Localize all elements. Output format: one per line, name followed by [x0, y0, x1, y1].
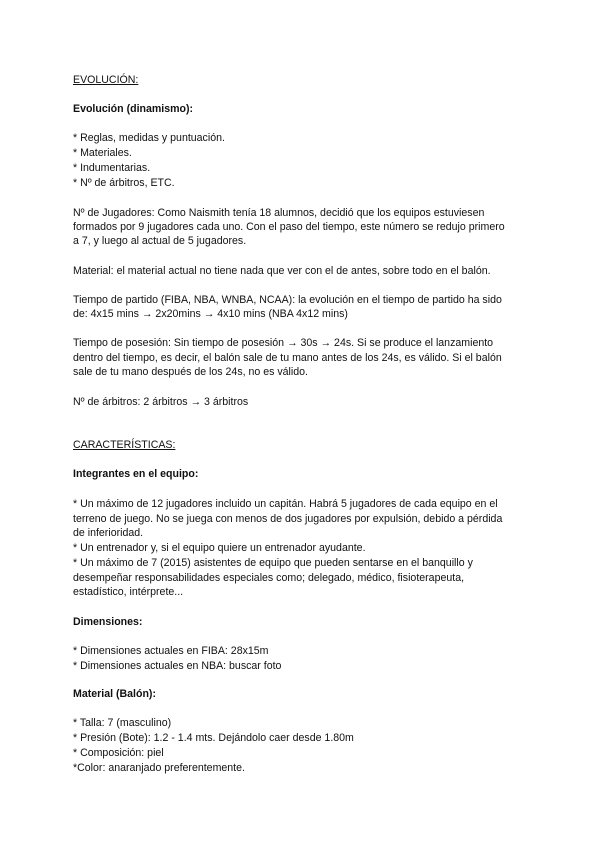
list-item: * Reglas, medidas y puntuación.: [73, 132, 225, 144]
list-item: * Un entrenador y, si el equipo quiere un entrenador ayudante.: [73, 542, 366, 554]
list-item: * Nº de árbitros, ETC.: [73, 177, 175, 189]
section-heading-caracteristicas: CARACTERÍSTICAS:: [73, 439, 176, 451]
list-item: de inferioridad.: [73, 527, 144, 539]
subheading-dimensiones: Dimensiones:: [73, 616, 143, 628]
subheading-material-balon: Material (Balón):: [73, 688, 156, 700]
list-item: * Indumentarias.: [73, 162, 151, 174]
paragraph-tiempo-partido-line: de: 4x15 mins → 2x20mins → 4x10 mins (NBA 4x12 mins): [73, 308, 348, 320]
paragraph-arbitros: Nº de árbitros: 2 árbitros → 3 árbitros: [73, 396, 249, 408]
list-item: * Dimensiones actuales en FIBA: 28x15m: [73, 645, 269, 657]
subheading-evolucion-dinamismo: Evolución (dinamismo):: [73, 103, 194, 115]
list-item: * Dimensiones actuales en NBA: buscar foto: [73, 660, 282, 672]
list-item: * Talla: 7 (masculino): [73, 717, 172, 729]
list-item: * Presión (Bote): 1.2 - 1.4 mts. Dejándolo caer desde 1.80m: [73, 732, 354, 744]
paragraph-tiempo-posesion-line: Tiempo de posesión: Sin tiempo de posesión → 30s → 24s. Si se produce el lanzamiento: [73, 337, 494, 349]
list-item: terreno de juego. No se juega con menos de dos jugadores por expulsión, debido a pérdida: [73, 513, 503, 525]
list-item: * Materiales.: [73, 147, 132, 159]
list-item: * Composición: piel: [73, 747, 164, 759]
paragraph-tiempo-posesion-line: sale de tu mano después de los 24s, no es válido.: [73, 366, 308, 378]
paragraph-jugadores-line: a 7, y luego al actual de 5 jugadores.: [73, 235, 247, 247]
list-item: estadístico, intérprete...: [73, 586, 184, 598]
list-item: *Color: anaranjado preferentemente.: [73, 762, 245, 774]
paragraph-tiempo-partido-line: Tiempo de partido (FIBA, NBA, WNBA, NCAA): la evolución en el tiempo de partido ha sido: [73, 294, 502, 306]
section-heading-evolucion: EVOLUCIÓN:: [73, 74, 139, 86]
paragraph-material: Material: el material actual no tiene nada que ver con el de antes, sobre todo en el balón.: [73, 265, 491, 277]
paragraph-tiempo-posesion-line: dentro del tiempo, es decir, el balón sale de tu mano antes de los 24s, es válido. Si el balón: [73, 352, 502, 364]
paragraph-jugadores-line: formados por 9 jugadores cada uno. Con el paso del tiempo, este número se redujo primero: [73, 221, 505, 233]
subheading-integrantes: Integrantes en el equipo:: [73, 468, 199, 480]
list-item: * Un máximo de 12 jugadores incluido un capitán. Habrá 5 jugadores de cada equipo en el: [73, 498, 498, 510]
paragraph-jugadores-line: Nº de Jugadores: Como Naismith tenía 18 alumnos, decidió que los equipos estuviesen: [73, 207, 485, 219]
list-item: * Un máximo de 7 (2015) asistentes de equipo que pueden sentarse en el banquillo y: [73, 557, 473, 569]
list-item: desempeñar responsabilidades especiales como; delegado, médico, fisioterapeuta,: [73, 572, 465, 584]
